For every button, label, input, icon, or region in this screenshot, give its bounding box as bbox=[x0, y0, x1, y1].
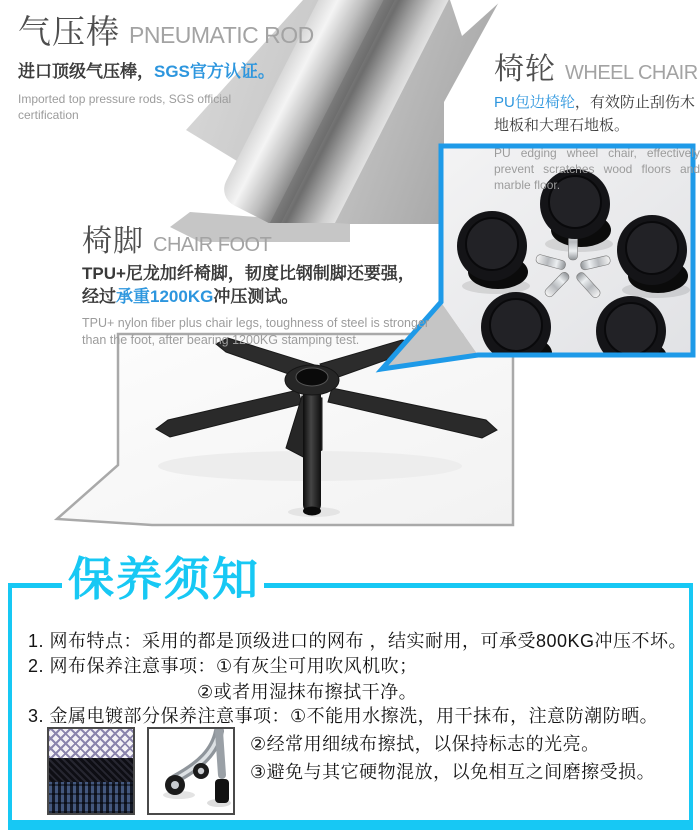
chair-foot-title bbox=[82, 216, 429, 260]
chair-foot-desc-en bbox=[82, 315, 429, 349]
maintenance-item-3c: ③避免与其它硬物混放，以免相互之间磨擦受损。 bbox=[250, 762, 656, 782]
chair-foot-title-zh: 椅脚 bbox=[82, 225, 144, 258]
wheel-chair-desc bbox=[494, 92, 700, 137]
section-pneumatic-rod bbox=[18, 6, 314, 123]
pneumatic-rod-desc bbox=[18, 57, 314, 82]
pneumatic-rod-desc-en-line2: certification bbox=[18, 108, 79, 123]
wheel-chair-title-en: WHEEL CHAIR bbox=[565, 62, 698, 84]
wheel-chair-title-zh: 椅轮 bbox=[494, 53, 556, 86]
pneumatic-rod-desc-main: 进口顶级气压棒， bbox=[18, 62, 154, 81]
maintenance-item-3b: ②经常用细绒布擦拭，以保持标志的光亮。 bbox=[250, 734, 600, 754]
pneumatic-rod-title bbox=[18, 6, 314, 53]
maintenance-title: 保养须知 bbox=[64, 552, 264, 607]
chair-foot-title-en: CHAIR FOOT bbox=[153, 234, 272, 256]
chair-foot-desc-line1: TPU+尼龙加纤椅脚，韧度比钢制脚还要强， bbox=[82, 264, 415, 283]
wheel-chair-desc-en: PU edging wheel chair, effectively prevent scratches wood floors and marble floor. bbox=[494, 146, 700, 193]
chair-leg-casters-illustration bbox=[149, 729, 233, 813]
chair-foot-desc-en-line2: than the foot, after bearing 1200KG stamping test. bbox=[82, 332, 360, 347]
wheel-chair-desc-main: ，有效防止刮伤木地板和大理石地板。 bbox=[494, 94, 695, 134]
chair-base-photo bbox=[57, 334, 513, 525]
mesh-top-band bbox=[49, 729, 133, 758]
maintenance-frame-top-left bbox=[8, 583, 62, 588]
section-wheel-chair bbox=[494, 44, 700, 194]
pneumatic-rod-desc-accent: SGS官方认证。 bbox=[154, 62, 275, 81]
mesh-middle-band bbox=[49, 758, 133, 782]
chair-foot-desc-line2-accent: 承重1200KG bbox=[116, 286, 214, 306]
pneumatic-rod-desc-en bbox=[18, 91, 314, 123]
chair-foot-desc-en-line1: TPU+ nylon fiber plus chair legs, toughness of steel is stronger bbox=[82, 315, 430, 330]
mesh-bottom-band bbox=[49, 782, 133, 813]
maintenance-item-2: 2. 网布保养注意事项：①有灰尘可用吹风机吹； bbox=[28, 656, 418, 676]
chair-foot-desc bbox=[82, 263, 429, 309]
pneumatic-rod-title-en: PNEUMATIC ROD bbox=[129, 22, 314, 48]
section-chair-foot bbox=[82, 216, 429, 349]
maintenance-frame-top-right bbox=[238, 583, 693, 588]
chair-foot-desc-line2-post: 冲压测试。 bbox=[213, 286, 299, 306]
wheel-chair-title bbox=[494, 44, 700, 88]
chair-foot-desc-line2-pre: 经过 bbox=[82, 286, 116, 306]
maintenance-item-2b: ②或者用湿抹布擦拭干净。 bbox=[197, 682, 418, 702]
mesh-fabric-thumbnail bbox=[47, 727, 135, 815]
pneumatic-rod-desc-en-line1: Imported top pressure rods, SGS official bbox=[18, 92, 232, 106]
maintenance-item-3: 3. 金属电镀部分保养注意事项：①不能用水擦洗，用干抹布，注意防潮防晒。 bbox=[28, 706, 659, 726]
chair-leg-thumbnail bbox=[147, 727, 235, 815]
chair-foot-desc-line2 bbox=[82, 286, 429, 309]
pneumatic-rod-title-zh: 气压棒 bbox=[18, 13, 120, 50]
wheel-chair-desc-accent: PU包边椅轮 bbox=[494, 94, 575, 111]
maintenance-item-1: 1. 网布特点：采用的都是顶级进口的网布 ，结实耐用，可承受800KG冲压不坏。 bbox=[28, 631, 688, 651]
